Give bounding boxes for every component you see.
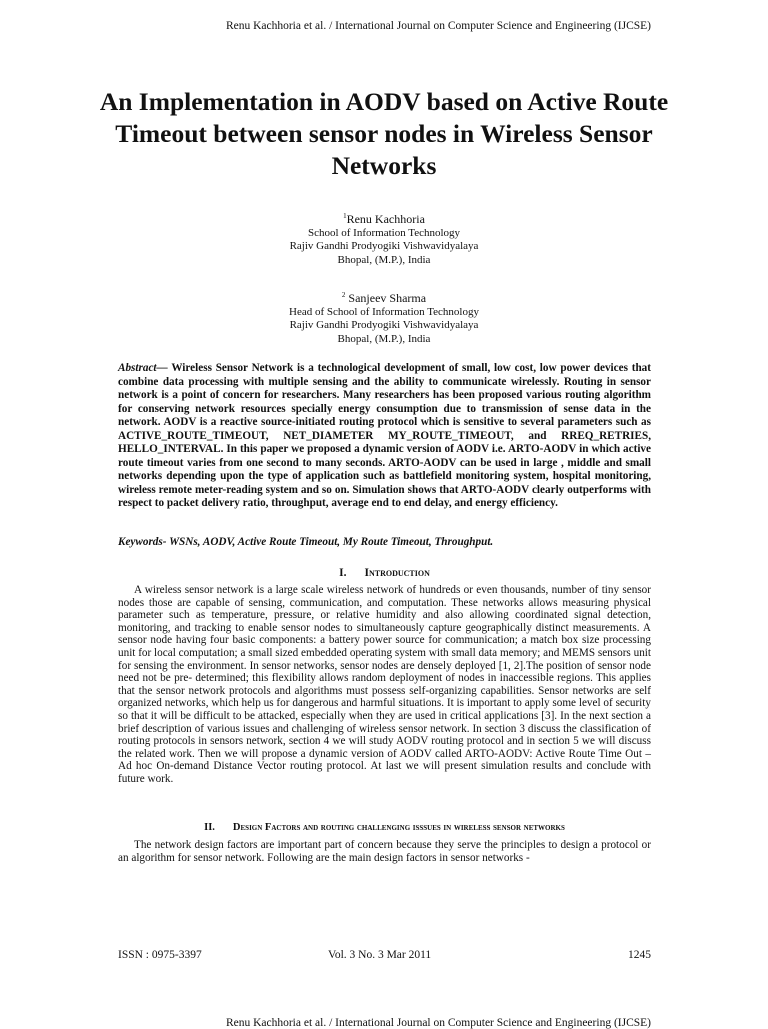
section-title: Design Factors and routing challenging isssues in wireless sensor networks [232, 822, 565, 833]
next-page-running-head: Renu Kachhoria et al. / International Journal on Computer Science and Engineering (IJCSE) [225, 1017, 651, 1029]
abstract-label: Abstract— [118, 362, 168, 374]
keywords: Keywords- WSNs, AODV, Active Route Timeout, My Route Timeout, Throughput. [118, 536, 494, 548]
author-block-1 [170, 210, 598, 267]
abstract [118, 362, 651, 511]
author-block-2 [170, 289, 598, 346]
author-affiliation: School of Information Technology [307, 226, 461, 239]
footer-volume: Vol. 3 No. 3 Mar 2011 [328, 949, 432, 961]
section-heading-introduction [118, 567, 651, 579]
page-footer [118, 949, 651, 963]
section-heading-design-factors [118, 822, 651, 833]
page-number: 1245 [628, 949, 651, 961]
author-location: Bhopal, (M.P.), India [337, 253, 431, 266]
author-index: 2 [341, 291, 346, 299]
running-head: Renu Kachhoria et al. / International Journal on Computer Science and Engineering (IJCSE) [225, 20, 651, 32]
author-affiliation: Rajiv Gandhi Prodyogiki Vishwavidyalaya [289, 240, 479, 252]
author-affiliation: Head of School of Information Technology [289, 305, 479, 318]
footer-issn: ISSN : 0975-3397 [118, 949, 202, 961]
section-number: I. [339, 567, 347, 579]
paragraph: The network design factors are important part of concern because they serve the principles to design a protocol or an algorithm for sensor network. Following are the main design factors in sensor networks - [118, 839, 651, 864]
author-name: $^2$ Sanjeev Sharma [341, 291, 427, 305]
section-title: Introduction [364, 567, 430, 579]
abstract-text: Wireless Sensor Network is a technological development of small, low cost, low power devices that combine data processing with multiple sensing and the ability to communicate wirelessly. Routing in sensor network is a point of concern for researchers. Many researchers has been proposed various routing algorithm for conserving network resources specially energy consumption due to transmission of sense data in the network. AODV is a reactive source-initiated routing protocol which is sensitive to several parameters such as ACTIVE_ROUTE_TIMEOUT, NET_DIAMETER MY_ROUTE_TIMEOUT, and RREQ_RETRIES, HELLO_INTERVAL. In this paper we proposed a dynamic version of AODV i.e. ARTO-AODV in which active route timeout varies from one second to many seconds. ARTO-AODV can be used in large , middle and small networks depending upon the type of application such as battlefield monitoring system, hospital monitoring, wireless remote meter-reading system and so on. Simulation shows that ARTO-AODV clearly outperforms with respect to packet delivery ratio, throughput, average end to end delay, and energy efficiency. [118, 362, 651, 509]
author-index: 1 [343, 212, 347, 220]
paragraph: A wireless sensor network is a large scale wireless network of hundreds or even thousands, number of tiny sensor nodes those are capable of sensing, communication, and computation. These networks allows measuring physical parameter such as temperature, pressure, or relative humidity and also allowing coordinated signal detection, monitoring, and tracking to enable sensor nodes to simultaneously capture geographically distinct measurements. A sensor node having four basic components: a battery power source for communication; a match box size processing unit for local computation; a small sized embedded operating system with small data memory; and MEMS sensors unit for sensing the environment. In sensor networks, sensor nodes are densely deployed [1, 2].The position of sensor node need not be pre- determined; this flexibility allows random deployment of nodes in inaccessible regions. This applies that the sensor network protocols and algorithms must possess self-organizing capabilities. Sensor networks are self organized networks, which help us for dangerous and harmful situations. It is important to apply some level of security so that it will be difficult to be attacked, especially when they are used in critical applications [3]. In the next section a brief description of various issues and challenging of wireless sensor network. In section 3 discuss the classification of routing protocols in sensors network, section 4 we will study AODV routing protocol and in section 5 we will discuss the related work. Then we will propose a dynamic version of AODV called ARTO-AODV: Active Route Time Out –Ad hoc On-demand Distance Vector routing protocol. At last we will present simulation results and conclude with future work. [118, 584, 651, 785]
author-location: Bhopal, (M.P.), India [337, 332, 431, 345]
section-number: II. [204, 822, 215, 833]
author-name: $^1$Renu Kachhoria [343, 212, 425, 226]
paper-title: An Implementation in AODV based on Active Route Timeout between sensor nodes in Wireless Sensor Networks [99, 87, 669, 180]
author-affiliation: Rajiv Gandhi Prodyogiki Vishwavidyalaya [289, 319, 479, 331]
